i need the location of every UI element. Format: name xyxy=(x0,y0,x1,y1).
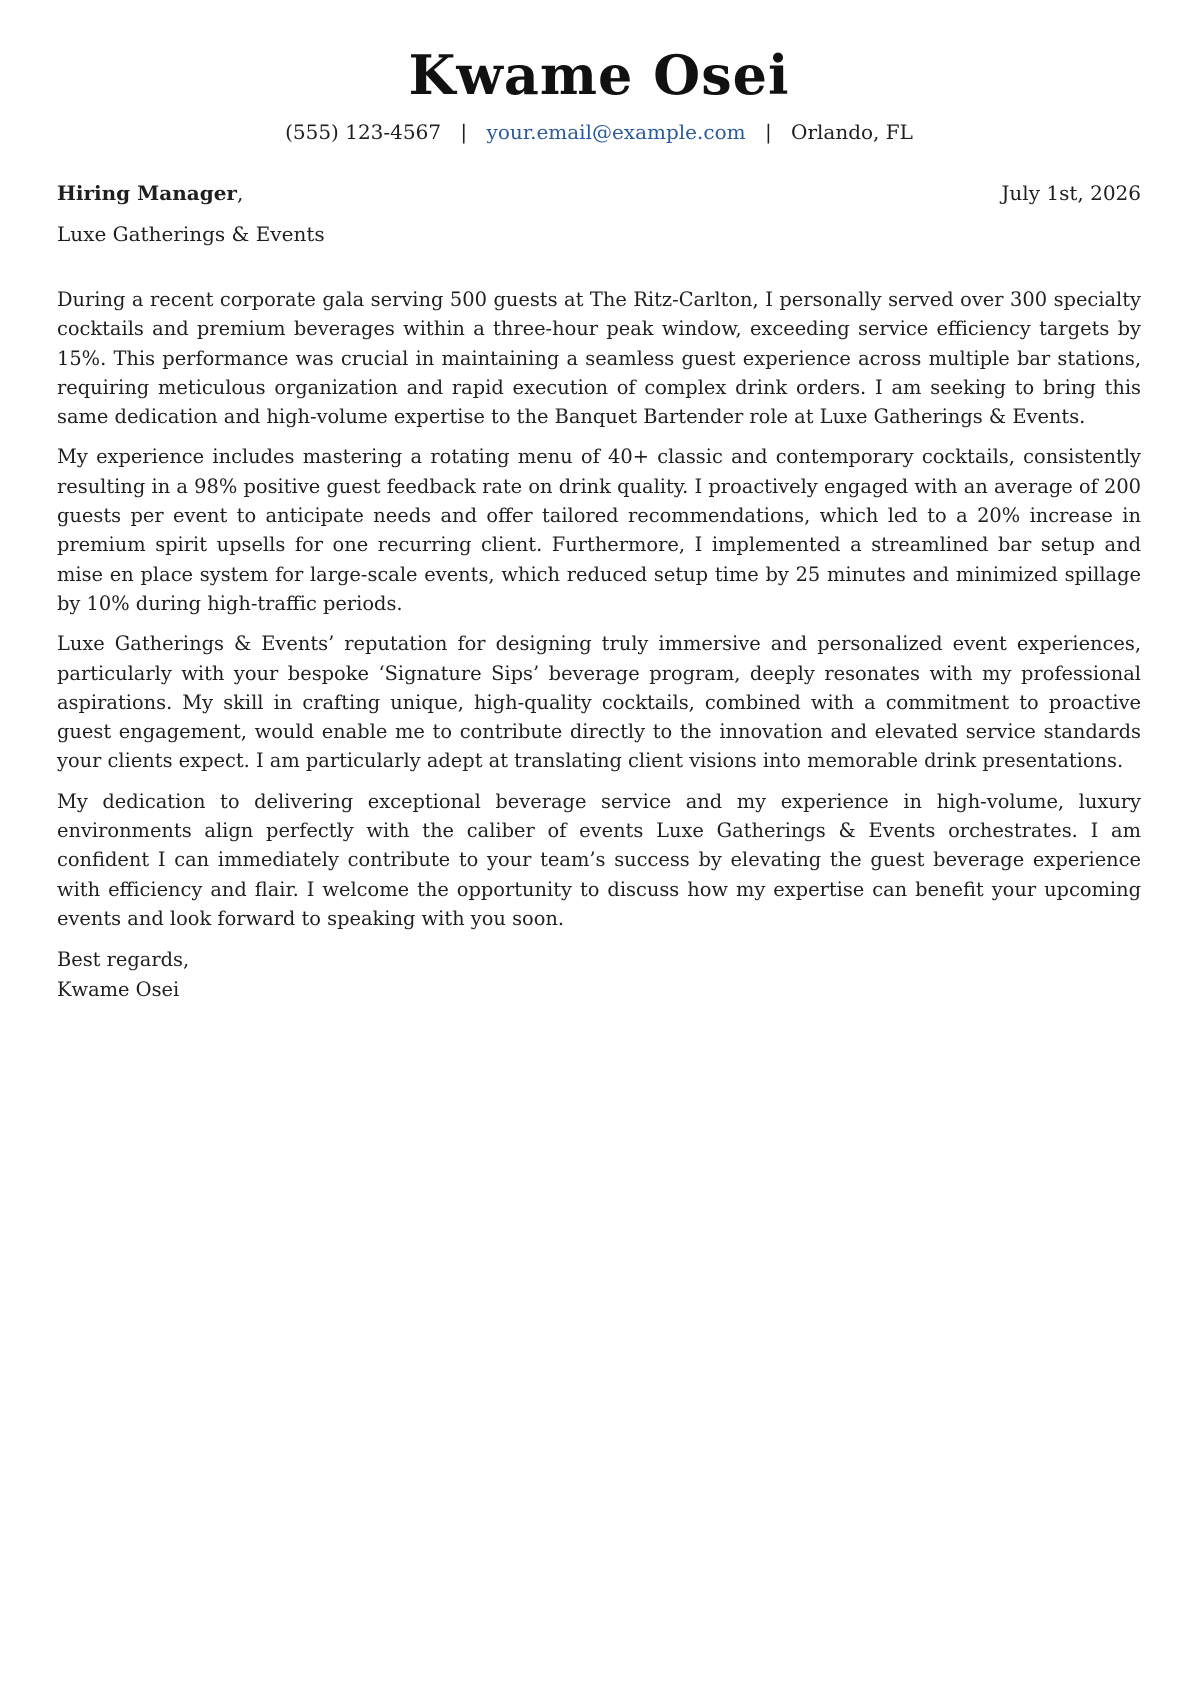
recipient-comma: , xyxy=(236,181,244,205)
recipient-name: Hiring Manager xyxy=(57,181,237,205)
contact-line xyxy=(57,119,1141,145)
contact-separator: | xyxy=(764,120,772,144)
letter-body xyxy=(57,285,1141,1004)
closing-salutation: Best regards, xyxy=(57,948,190,972)
applicant-name: Kwame Osei xyxy=(408,43,790,107)
phone-number: (555) 123-4567 xyxy=(285,120,442,144)
email-link[interactable]: your.email@example.com xyxy=(486,120,746,144)
letter-closing xyxy=(57,945,1141,1004)
cover-letter-page xyxy=(57,0,1141,1683)
body-paragraph: My experience includes mastering a rotating menu of 40+ classic and contemporary cocktails, consistently resulting in a 98% positive guest feedback rate on drink quality. I proactively engaged with an average of 200 guests per event to anticipate needs and offer tailored recommendations, which led to a 20% increase in premium spirit upsells for one recurring client. Furthermore, I implemented a streamlined bar setup and mise en place system for large-scale events, which reduced setup time by 25 minutes and minimized spillage by 10% during high-traffic periods. xyxy=(57,445,1141,615)
letter-date: July 1st, 2026 xyxy=(1001,181,1141,205)
body-paragraph: My dedication to delivering exceptional beverage service and my experience in high-volume, luxury environments align perfectly with the caliber of events Luxe Gatherings & Events orchestrates. I am confident I can immediately contribute to your team’s success by elevating the guest beverage experience with efficiency and flair. I welcome the opportunity to discuss how my expertise can benefit your upcoming events and look forward to speaking with you soon. xyxy=(57,789,1141,930)
letter-header xyxy=(57,0,1141,145)
closing-signature: Kwame Osei xyxy=(57,977,180,1001)
body-paragraph: Luxe Gatherings & Events’ reputation for designing truly immersive and personalized event experiences, particularly with your bespoke ‘Signature Sips’ beverage program, deeply resonates with my professional aspirations. My skill in crafting unique, high-quality cocktails, combined with a commitment to proactive guest engagement, would enable me to contribute directly to the innovation and elevated service standards your clients expect. I am particularly adept at translating client visions into memorable drink presentations. xyxy=(57,632,1141,773)
contact-separator: | xyxy=(460,120,468,144)
recipient-date-row xyxy=(57,180,1141,206)
location: Orlando, FL xyxy=(791,120,913,144)
body-paragraph: During a recent corporate gala serving 500 guests at The Ritz-Carlton, I personally served over 300 specialty cocktails and premium beverages within a three-hour peak window, exceeding service efficiency targets by 15%. This performance was crucial in maintaining a seamless guest experience across multiple bar stations, requiring meticulous organization and rapid execution of complex drink orders. I am seeking to bring this same dedication and high-volume expertise to the Banquet Bartender role at Luxe Gatherings & Events. xyxy=(57,288,1141,429)
recipient-company: Luxe Gatherings & Events xyxy=(57,222,325,246)
